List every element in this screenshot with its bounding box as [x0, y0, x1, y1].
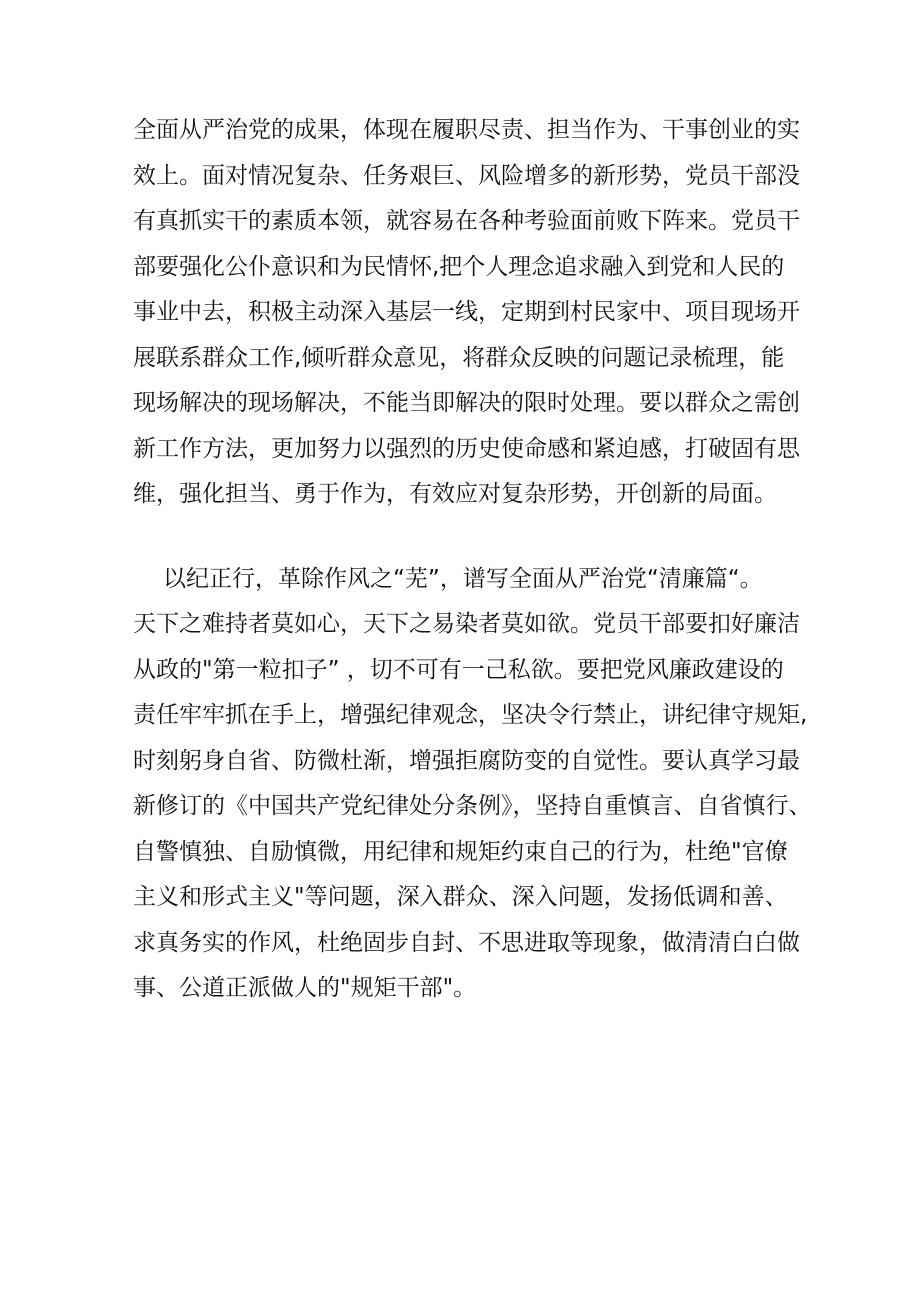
text-line: 效上。面对情况复杂、任务艰巨、风险增多的新形势，党员干部没	[133, 162, 800, 189]
text-line: 现场解决的现场解决，不能当即解决的限时处理。要以群众之需创	[133, 390, 800, 416]
text-line: 新修订的《中国共产党纪律处分条例》，坚持自重慎言、自省慎行、	[133, 793, 812, 819]
text-line: 事业中去，积极主动深入基层一线，定期到村民家中、项目现场开	[133, 299, 800, 325]
text-line: 自警慎独、自励慎微，用纪律和规矩约束自己的行为，杜绝"官僚	[133, 838, 788, 865]
text-line: 时刻躬身自省、防微杜渐，增强拒腐防变的自觉性。要认真学习最	[133, 747, 800, 774]
text-line: 求真务实的作风，杜绝固步自封、不思进取等现象，做清清白白做	[133, 929, 800, 956]
text-line: 部要强化公仆意识和为民情怀,把个人理念追求融入到党和人民的	[133, 253, 785, 280]
paragraph-1	[133, 108, 803, 518]
document-body	[133, 108, 812, 1012]
paragraph-2	[133, 557, 812, 1012]
text-line: 有真抓实干的素质本领，就容易在各种考验面前败下阵来。党员干	[133, 208, 800, 234]
text-line: 从政的"第一粒扣子” ，切不可有一己私欲。要把党风廉政建设的	[133, 656, 784, 683]
text-line: 事、公道正派做人的"规矩干部"。	[133, 975, 477, 1001]
text-line: 主义和形式主义"等问题，深入群众、深入问题，发扬低调和善、	[133, 884, 788, 910]
text-line: 维，强化担当、勇于作为，有效应对复杂形势，开创新的局面。	[133, 481, 777, 507]
text-line: 以纪正行，革除作风之“芜”，谱写全面从严治党“清廉篇“。	[163, 565, 763, 592]
text-line: 展联系群众工作,倾听群众意见，将群众反映的问题记录梳理，能	[133, 344, 785, 371]
text-line: 全面从严治党的成果，体现在履职尽责、担当作为、干事创业的实	[133, 117, 800, 143]
text-line: 新工作方法，更加努力以强烈的历史使命感和紧迫感，打破固有思	[133, 435, 800, 462]
text-line: 责任牢牢抓在手上，增强纪律观念，坚决令行禁止，讲纪律守规矩,	[133, 702, 808, 728]
paragraph-spacer	[133, 518, 803, 557]
text-line: 天下之难持者莫如心，天下之易染者莫如欲。党员干部要扣好廉洁	[133, 611, 800, 637]
